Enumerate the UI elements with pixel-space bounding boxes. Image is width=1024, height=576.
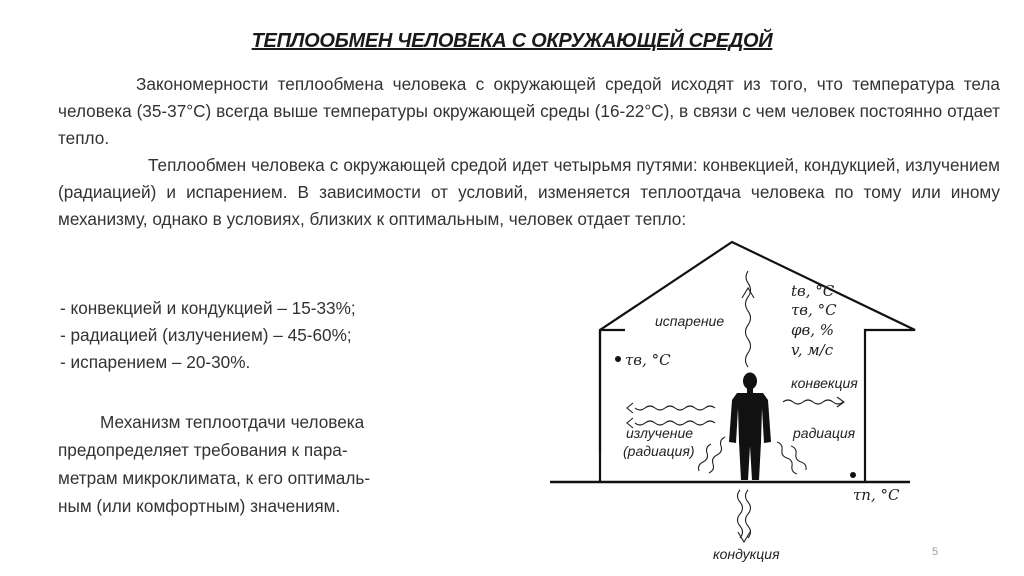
label-radiation-right: радиация [793,425,856,441]
label-wall-temperature: τв, °С [625,351,671,369]
radiation-waves-right [777,442,806,474]
list-item: - конвекцией и кондукцией – 15-33%; [60,298,356,318]
param-air-humidity: φв, % [791,321,835,339]
label-floor-temperature: τп, °С [853,486,900,504]
page-title: ТЕПЛООБМЕН ЧЕЛОВЕКА С ОКРУЖАЮЩЕЙ СРЕДОЙ [251,30,773,52]
paragraph-heat-exchange-paths: Теплообмен человека с окружающей средой идет четырьмя путями: конвекцией, кондукцией, излучением (радиацией) и испарением. В зависимости от условий, изменяется теплоотдача человека по тому или иному механизму, однако в условиях, близких к оптимальным, человек отдает тепло: [58,155,1000,229]
page-number: 5 [932,546,939,558]
label-convection: конвекция [791,375,858,391]
param-air-surface-temperature: τв, °С [791,301,837,319]
mechanism-line: предопределяет требования к пара- [58,440,348,460]
evaporation-arrow [742,271,754,367]
mechanism-line: метрам микроклимата, к его оптималь- [58,468,371,488]
param-air-temperature: tв, °С [791,282,835,300]
label-conduction: кондукция [713,546,780,562]
mechanism-line: Механизм теплоотдачи человека [100,412,365,432]
list-item: - радиацией (излучением) – 45-60%; [60,325,352,345]
radiation-waves-left [699,437,726,473]
heat-exchange-diagram [545,232,925,568]
label-radiation-left-2: (радиация) [623,443,695,459]
paragraph-mechanism [58,408,444,520]
paragraph-regularities: Закономерности теплообмена человека с окружающей средой исходят из того, что температура тела человека (35-37°С) всегда выше температуры окружающей среды (16-22°С), в связи с чем человек постоянно отдает тепло. [58,74,1000,148]
heat-loss-list [60,295,500,376]
floor-sensor-dot [850,472,856,478]
air-parameters [791,282,837,359]
list-item: - испарением – 20-30%. [60,352,251,372]
convection-arrows-right [783,397,844,407]
param-air-velocity: v, м/с [791,341,834,359]
label-evaporation: испарение [655,313,725,329]
conduction-arrow [738,490,751,542]
person-silhouette [729,373,771,481]
wall-sensor-dot [615,356,621,362]
label-radiation-left-1: излучение [626,425,694,441]
mechanism-line: ным (или комфортным) значениям. [58,496,341,516]
